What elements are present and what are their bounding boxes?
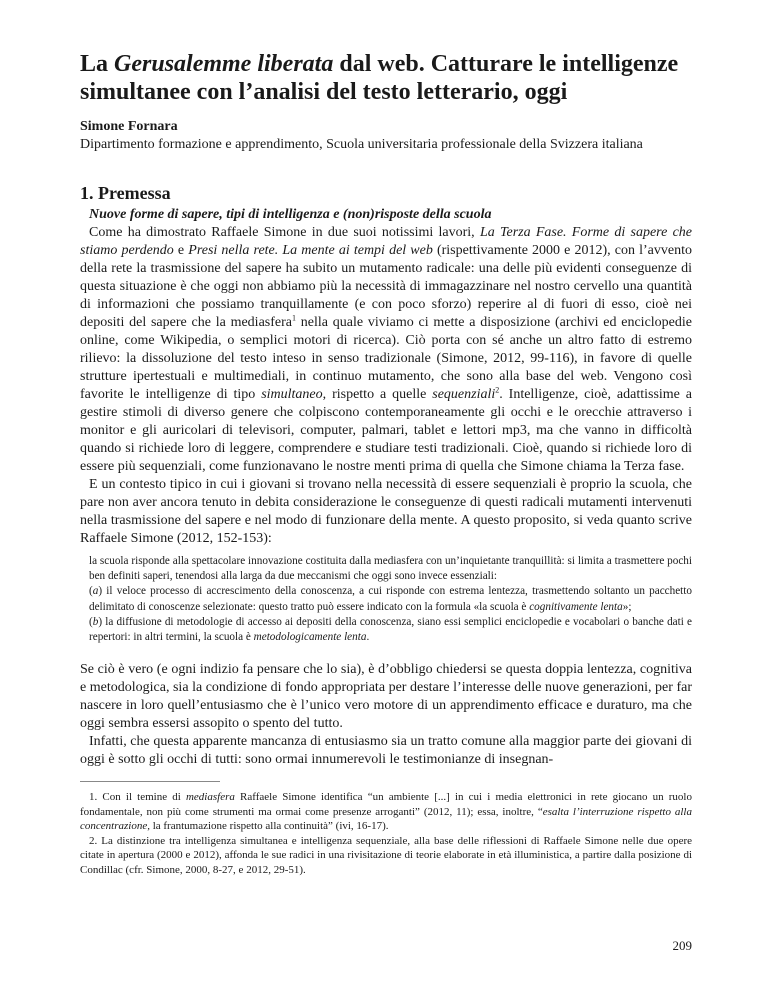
quote-item-a: (a) il veloce processo di accrescimento della conoscenza, a cui risponde con estrema lentezza, trasmettendo soltanto un pacchetto delimitato di conoscenze selezionate: questo tratto può essere indicato con la formula «la scuola è cognitivamente lenta»; — [89, 585, 692, 613]
block-quote — [89, 554, 692, 645]
section-heading: 1. Premessa — [80, 183, 171, 203]
footnote-ref-1[interactable]: 1 — [291, 313, 296, 323]
body-paragraph-4: Infatti, che questa apparente mancanza di entusiasmo sia un tratto comune alla maggior parte dei giovani di oggi è sotto gli occhi di tutti: sono ormai innumerevoli le testimonianze di insegnan- — [80, 734, 692, 768]
body-paragraph-3: Se ciò è vero (e ogni indizio fa pensare che lo sia), è d’obbligo chiedersi se questa doppia lentezza, cognitiva e metodologica, sia la condizione di fondo appropriata per destare l’interesse delle nuove generazioni, per far nascere in loro quell’entusiasmo che è l’unico vero motore di un apprendimento efficace e duraturo, ma che oggi sembra essersi assopito o spento del tutto. — [80, 662, 692, 732]
author-name: Simone Fornara — [80, 119, 178, 134]
author-affiliation: Dipartimento formazione e apprendimento, Scuola universitaria professionale della Svizzera italiana — [80, 137, 643, 152]
body-paragraph-2: E un contesto tipico in cui i giovani si trovano nella necessità di essere sequenziali è proprio la scuola, che pare non aver ancora tenuto in debita considerazione le conseguenze di questi radicali mutamenti intervenuti nella trasmissione del sapere e nel modo di funzionare della mente. A questo proposito, si veda quanto scrive Raffaele Simone (2012, 152-153): — [80, 477, 692, 546]
subsection-heading: Nuove forme di sapere, tipi di intelligenza e (non)risposte della scuola — [89, 207, 492, 222]
footnote-1: 1. Con il temine di mediasfera Raffaele Simone identifica “un ambiente [...] in cui i media elettronici in rete giocano un ruolo fondamentale, non più come strumenti ma ormai come presenze arroganti” (2012, 11); essa, inoltre, “esalta l’interruzione rispetto alla concentrazione, la frantumazione rispetto alla continuità” (ivi, 16-17). — [80, 791, 692, 833]
quote-item-b: (b) la diffusione di metodologie di accesso ai depositi della conoscenza, siano essi semplici enciclopedie e vocabolari o banche dati e repertori: in altri termini, la scuola è metodologicamente lenta. — [89, 615, 692, 644]
article-title: La Gerusalemme liberata dal web. Catturare le intelligenze simultanee con l’analisi del testo letterario, oggi — [80, 51, 679, 105]
footnote-divider — [80, 781, 220, 782]
page-number: 209 — [672, 938, 692, 953]
footnote-ref-2[interactable]: 2 — [495, 385, 500, 395]
footnote-2: 2. La distinzione tra intelligenza simultanea e intelligenza sequenziale, alla base delle riflessioni di Raffaele Simone nelle due opere citate in apertura (2000 e 2012), affonda le sue radici in una rivisitazione di teorie elaborate in età illuministica, a partire dalla posizione di Condillac (cfr. Simone, 2000, 8-27, e 2012, 29-51). — [80, 834, 692, 876]
quote-intro: la scuola risponde alla spettacolare innovazione costituita dalla mediasfera con un’inquietante tranquillità: si limita a trasmettere pochi ben definiti saperi, tenendosi alla larga da due meccanismi che oggi sono invece essenziali: — [89, 555, 692, 583]
article-page — [80, 50, 692, 877]
body-paragraph-1: Come ha dimostrato Raffaele Simone in due suoi notissimi lavori, La Terza Fase. Forme di sapere che stiamo perdendo e Presi nella rete. La mente ai tempi del web (rispettivamente 2000 e 2012), con l’avvento della rete la trasmissione del sapere ha subito un mutamento radicale: una delle più evidenti conseguenze di questa situazione è che oggi non abbiamo più la necessità di immagazzinare nel nostro cervello una quantità di informazioni che possiamo tranquillamente (e con poco sforzo) reperire al di fuori di esso, cioè nei depositi del sapere che la mediasfera$^1$ nella quale viviamo ci mette a disposizione (archivi ed enciclopedie online, come Wikipedia, o semplici motori di ricerca). Ciò porta con sé anche un altro fatto di estremo rilievo: la dissoluzione del testo inteso in senso tradizionale (Simone, 2012, 99-116), in favore di quelle strutture ipertestuali e multimediali, in continuo mutamento, che sono alla base del web. Vengono così favorite le intelligenze di tipo simultaneo, rispetto a quelle sequenziali$^2$. Intelligenze, cioè, adattissime a gestire stimoli di diverso genere che colpiscono contemporaneamente gli occhi e le orecchie attraverso i monitor e gli auricolari di televisori, computer, palmari, tablet e lettori mp3, ma che vanno in difficoltà quando si richiede loro di leggere, comprendere e studiare testi tradizionali. Cioè, quando si richiede loro di essere più sequenziali, come funzionavano le nostre menti prima di quella che Simone chiama la Terza fase. — [80, 225, 693, 474]
title-italic: Gerusalemme liberata — [114, 51, 334, 77]
